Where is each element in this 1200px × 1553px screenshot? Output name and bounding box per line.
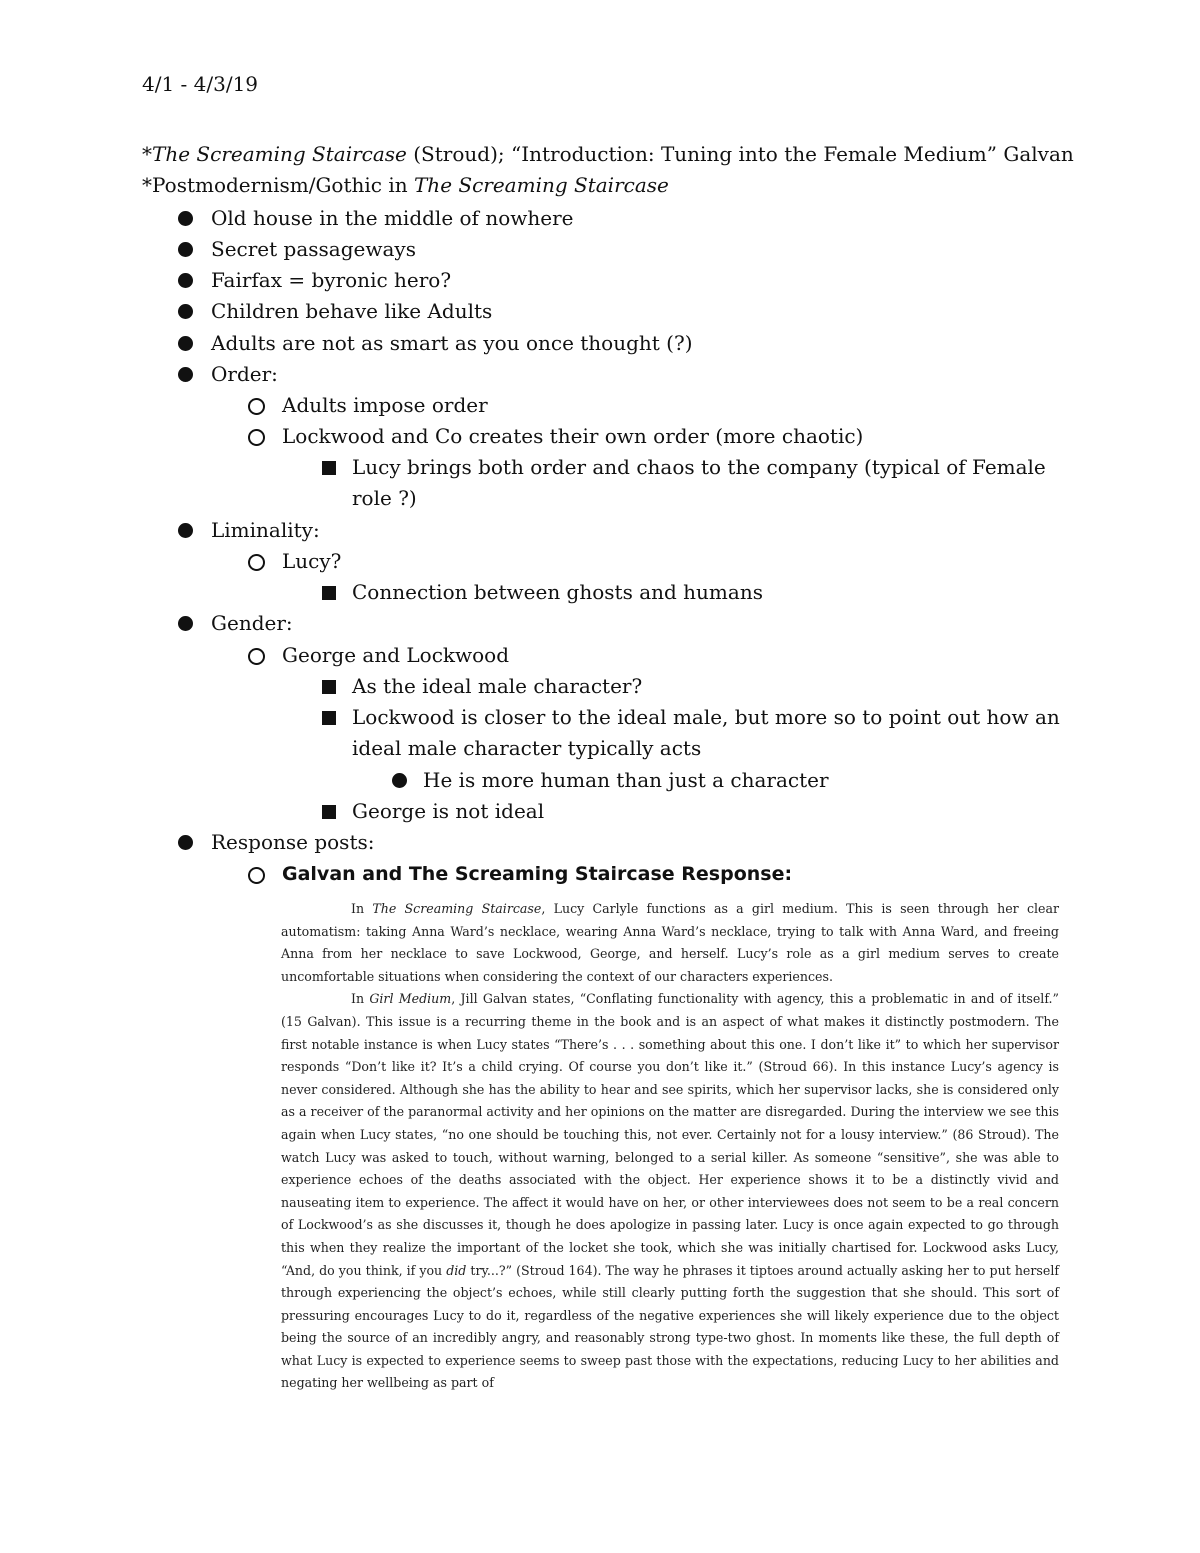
square-bullet-icon <box>322 586 336 600</box>
header-rest: (Stroud); “Introduction: Tuning into the Female Medium” Galvan <box>406 142 1074 166</box>
circle-bullet-icon <box>248 867 265 884</box>
bullet-icon <box>178 211 193 226</box>
square-bullet-icon <box>322 680 336 694</box>
circle-bullet-icon <box>248 398 265 415</box>
bullet-icon <box>178 242 193 257</box>
bullet-icon <box>178 523 193 538</box>
square-bullet-icon <box>322 805 336 819</box>
bullet-icon <box>178 835 193 850</box>
document-page: 4/1 - 4/3/19 *The Screaming Staircase (Stroud); “Introduction: Tuning into the Female Medium” Galvan *Postmodernism/Gothic in The Screaming Staircase Old house in the middle of nowhere Secret passageways Fairfax = byronic hero? Children behave like Adults Adults are not as smart as you once thought (?) Order: Adults impose order Lockwood and Co creates their own order (more chaotic) Lucy brings both order and chaos to the company (typical of Female role ?) Liminality: Lucy? Connection between ghosts and humans Gender: George and Lockwood As the ideal male character? Lockwood is closer to the ideal male, but more so to point out how an ideal male character typically acts He is more human than just a character George is not ideal Response posts: Galvan and The Screaming Staircase Response: In The Screaming Staircase, Lucy Carlyle functions as a girl medium. This is seen through her clear automatism: taking Anna Ward’s necklace, wearing Anna Ward’s necklace, trying to talk with Anna Ward, and freeing Anna from her necklace to save Lockwood, George, and herself. Lucy’s role as a girl medium serves to create uncomfortable situations when considering the context of our characters experiences. In Girl Medium, Jill Galvan states, “Conflating functionality with agency, this a problematic in and of itself.” (15 Galvan). This issue is a recurring theme in the book and is an aspect of what makes it distinctly postmodern. The first notable instance is when Lucy states “There’s . . . something about this one. I don’t like it” to which her supervisor responds “Don’t like it? It’s a child crying. Of course you don’t like it.” (Stroud 66). In this instance Lucy’s agency is never considered. Although she has the ability to hear and see spirits, which her supervisor lacks, she is considered only as a receiver of the paranormal activity and her opinions on the matter are disregarded. During the interview we see this again when Lucy states, “no one should be touching this, not ever. Certainly not for a lousy interview.” (86 Stroud). The watch Lucy was asked to touch, without warning, belonged to a serial killer. As someone “sensitive”, she was able to experience echoes of the deaths associated with the object. Her experience shows it to be a distinctly vivid and nauseating item to experience. The affect it would have on her, or other interviewees does not seem to be a real concern of Lockwood’s as she discusses it, though he does apologize in passing later. Lucy is once again expected to go through this when they realize the important of the locket she took, which she was initially chartised for. Lockwood asks Lucy, “And, do you think, if you did try...?” (Stroud 164). The way he phrases it tiptoes around actually asking her to put herself through experiencing the object’s echoes, while still clearly putting forth the suggestion that she should. This sort of pressuring encourages Lucy to do it, regardless of the negative experiences she will likely experience due to the object being the source of an incredibly angry, and reasonably strong type-two ghost. In moments like these, the full depth of what Lucy is expected to experience seems to sweep past those with the expectations, reducing Lucy to her abilities and negating her wellbeing as part of <box>0 0 1200 1553</box>
bullet-icon <box>178 616 193 631</box>
date-heading: 4/1 - 4/3/19 <box>142 72 259 96</box>
square-bullet-icon <box>322 711 336 725</box>
header-line-topic <box>142 173 669 197</box>
square-bullet-icon <box>322 461 336 475</box>
topic-book-title: The Screaming Staircase <box>413 173 669 197</box>
essay-paragraph: In Girl Medium, Jill Galvan states, “Conflating functionality with agency, this a problematic in and of itself.” (15 Galvan). This issue is a recurring theme in the book and is an aspect of what makes it distinctly postmodern. The first notable instance is when Lucy states “There’s . . . something about this one. I don’t like it” to which her supervisor responds “Don’t like it? It’s a child crying. Of course you don’t like it.” (Stroud 66). In this instance Lucy’s agency is never considered. Although she has the ability to hear and see spirits, which her supervisor lacks, she is considered only as a receiver of the paranormal activity and her opinions on the matter are disregarded. During the interview we see this again when Lucy states, “no one should be touching this, not ever. Certainly not for a lousy interview.” (86 Stroud). The watch Lucy was asked to touch, without warning, belonged to a serial killer. As someone “sensitive”, she was able to experience echoes of the deaths associated with the object. Her experience shows it to be a distinctly vivid and nauseating item to experience. The affect it would have on her, or other interviewees does not seem to be a real concern of Lockwood’s as she discusses it, though he does apologize in passing later. Lucy is once again expected to go through this when they realize the important of the locket she took, which she was initially chartised for. Lockwood asks Lucy, “And, do you think, if you did try...?” (Stroud 164). The way he phrases it tiptoes around actually asking her to put herself through experiencing the object’s echoes, while still clearly putting forth the suggestion that she should. This sort of pressuring encourages Lucy to do it, regardless of the negative experiences she will likely experience due to the object being the source of an incredibly angry, and reasonably strong type-two ghost. In moments like these, the full depth of what Lucy is expected to experience seems to sweep past those with the expectations, reducing Lucy to her abilities and negating her wellbeing as part of <box>281 991 1060 1391</box>
bullet-icon <box>392 773 407 788</box>
bullet-icon <box>178 367 193 382</box>
response-heading: Galvan and The Screaming Staircase Response: <box>282 863 793 885</box>
circle-bullet-icon <box>248 554 265 571</box>
book-title: The Screaming Staircase <box>152 142 407 166</box>
bullet-icon <box>178 304 193 319</box>
bullet-icon <box>178 273 193 288</box>
response-essay <box>281 898 1059 1395</box>
essay-paragraph: In The Screaming Staircase, Lucy Carlyle functions as a girl medium. This is seen through her clear automatism: taking Anna Ward’s necklace, wearing Anna Ward’s necklace, trying to talk with Anna Ward, and freeing Anna from her necklace to save Lockwood, George, and herself. Lucy’s role as a girl medium serves to create uncomfortable situations when considering the context of our characters experiences. <box>281 901 1060 984</box>
topic-prefix: *Postmodernism/Gothic in <box>142 173 414 197</box>
circle-bullet-icon <box>248 429 265 446</box>
header-line-sources <box>142 142 1074 166</box>
header-prefix: * <box>142 142 152 166</box>
circle-bullet-icon <box>248 648 265 665</box>
bullet-icon <box>178 336 193 351</box>
